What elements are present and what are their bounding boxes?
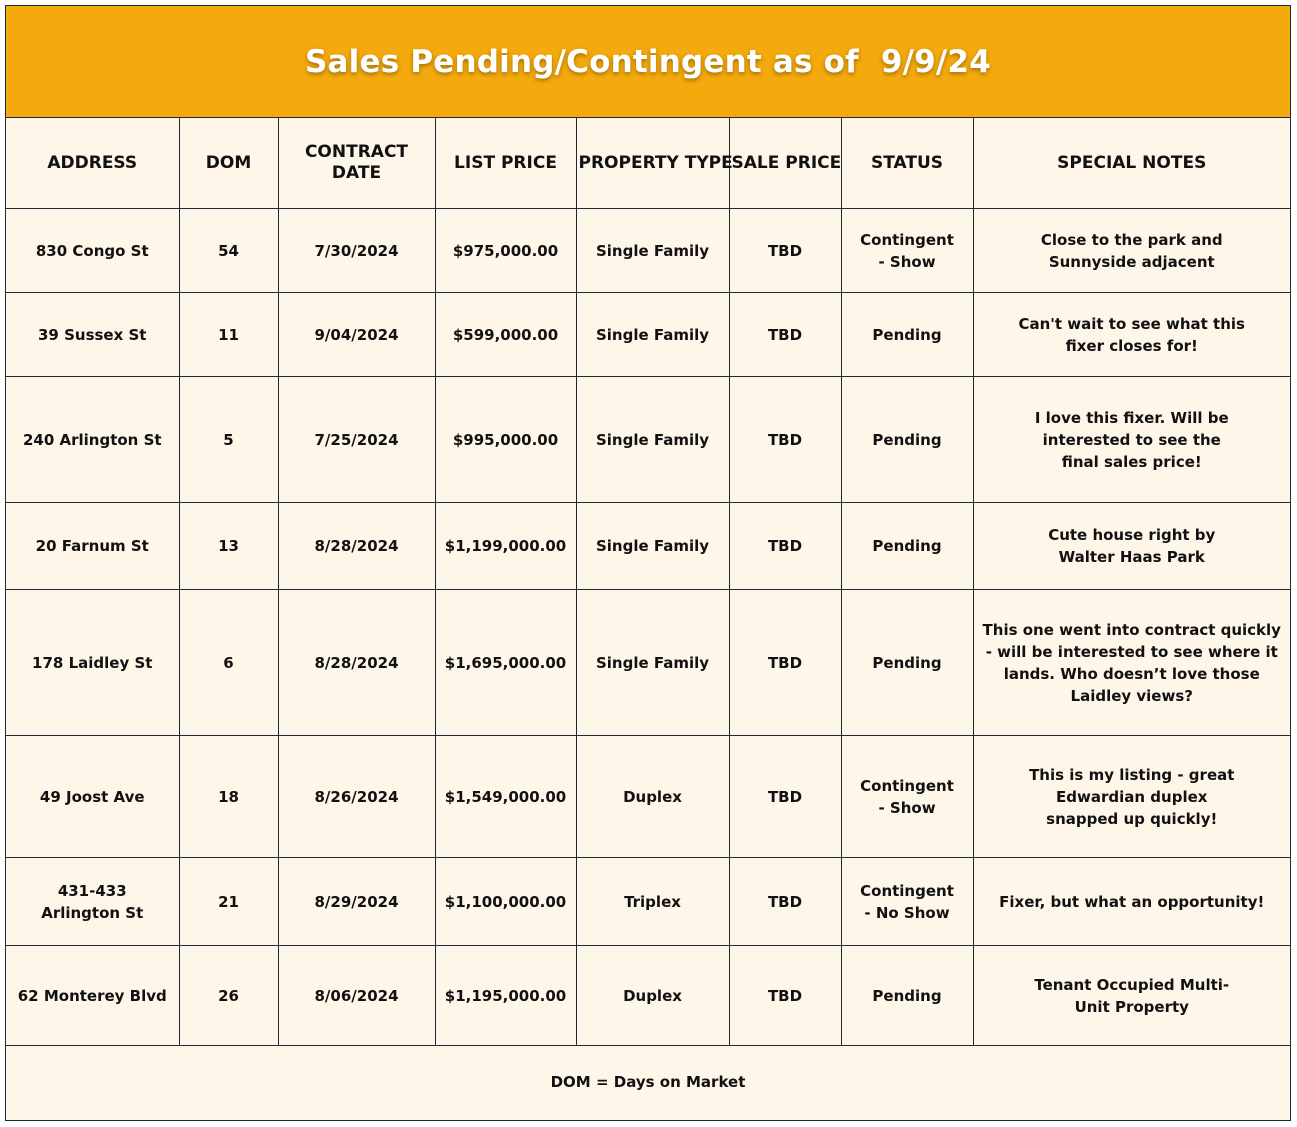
cell-property-type: Triplex — [576, 858, 729, 946]
cell-contract-date: 7/25/2024 — [278, 377, 435, 503]
status-text: Pending — [872, 537, 942, 555]
cell-status — [841, 858, 973, 946]
cell-sale-price: TBD — [729, 946, 841, 1046]
cell-special-notes — [973, 590, 1290, 736]
cell-special-notes — [973, 293, 1290, 377]
cell-dom: 5 — [179, 377, 278, 503]
cell-sale-price: TBD — [729, 736, 841, 858]
cell-property-type: Single Family — [576, 590, 729, 736]
status-text: Contingent - Show — [860, 230, 954, 271]
status-text: Pending — [872, 653, 942, 672]
column-header-contract-date — [278, 118, 435, 209]
address-text: 431-433 Arlington St — [41, 881, 144, 922]
column-header-special-notes: SPECIAL NOTES — [973, 118, 1290, 209]
status-text: Pending — [872, 325, 942, 344]
cell-sale-price: TBD — [729, 858, 841, 946]
cell-status — [841, 946, 973, 1046]
notes-text: Fixer, but what an opportunity! — [999, 892, 1265, 911]
cell-sale-price: TBD — [729, 590, 841, 736]
cell-status — [841, 503, 973, 590]
status-text: Contingent - No Show — [860, 881, 954, 922]
notes-text: Tenant Occupied Multi-Unit Property — [1034, 975, 1230, 1016]
cell-special-notes — [973, 858, 1290, 946]
cell-dom: 54 — [179, 209, 278, 293]
cell-list-price: $1,549,000.00 — [435, 736, 576, 858]
cell-sale-price: TBD — [729, 209, 841, 293]
status-text: Contingent - Show — [860, 776, 954, 817]
title-banner — [6, 6, 1290, 118]
cell-address: 39 Sussex St — [6, 293, 179, 377]
table-header-row — [6, 118, 1290, 209]
cell-contract-date: 8/28/2024 — [278, 590, 435, 736]
cell-list-price: $975,000.00 — [435, 209, 576, 293]
cell-dom: 6 — [179, 590, 278, 736]
cell-sale-price: TBD — [729, 377, 841, 503]
cell-special-notes — [973, 209, 1290, 293]
cell-list-price: $599,000.00 — [435, 293, 576, 377]
column-header-dom: DOM — [179, 118, 278, 209]
footer-note: DOM = Days on Market — [550, 1073, 746, 1091]
cell-special-notes — [973, 503, 1290, 590]
cell-dom: 21 — [179, 858, 278, 946]
page-title: Sales Pending/Contingent as of 9/9/24 — [305, 43, 991, 80]
cell-status — [841, 377, 973, 503]
cell-property-type: Single Family — [576, 209, 729, 293]
table-row — [6, 503, 1290, 590]
cell-property-type: Duplex — [576, 736, 729, 858]
table-row — [6, 293, 1290, 377]
notes-text: This is my listing - great Edwardian duplex snapped up quickly! — [1029, 765, 1235, 828]
cell-contract-date: 8/26/2024 — [278, 736, 435, 858]
notes-text: This one went into contract quickly - will be interested to see where it lands. Who doesn’t love those Laidley views? — [982, 620, 1281, 705]
table-row — [6, 590, 1290, 736]
status-text: Pending — [872, 986, 942, 1005]
cell-contract-date: 9/04/2024 — [278, 293, 435, 377]
cell-dom: 13 — [179, 503, 278, 590]
notes-text: I love this fixer. Will be interested to see the final sales price! — [1034, 408, 1229, 471]
cell-address: 178 Laidley St — [6, 590, 179, 736]
cell-property-type: Single Family — [576, 503, 729, 590]
table-row — [6, 946, 1290, 1046]
cell-list-price: $1,100,000.00 — [435, 858, 576, 946]
column-header-contract-date-label: CONTRACT DATE — [304, 142, 409, 183]
pending-sales-sheet — [5, 5, 1291, 1121]
cell-special-notes — [973, 377, 1290, 503]
cell-property-type: Single Family — [576, 293, 729, 377]
cell-special-notes — [973, 946, 1290, 1046]
table-row — [6, 858, 1290, 946]
cell-sale-price: TBD — [729, 503, 841, 590]
column-header-status: STATUS — [841, 118, 973, 209]
cell-property-type: Single Family — [576, 377, 729, 503]
cell-status — [841, 293, 973, 377]
cell-special-notes — [973, 736, 1290, 858]
table-row — [6, 377, 1290, 503]
cell-dom: 26 — [179, 946, 278, 1046]
cell-address: 240 Arlington St — [6, 377, 179, 503]
cell-property-type: Duplex — [576, 946, 729, 1046]
column-header-address: ADDRESS — [6, 118, 179, 209]
table-row — [6, 736, 1290, 858]
notes-text: Cute house right by Walter Haas Park — [1048, 526, 1216, 566]
cell-contract-date: 7/30/2024 — [278, 209, 435, 293]
cell-contract-date: 8/28/2024 — [278, 503, 435, 590]
cell-list-price: $1,195,000.00 — [435, 946, 576, 1046]
cell-list-price: $995,000.00 — [435, 377, 576, 503]
cell-status — [841, 736, 973, 858]
cell-dom: 18 — [179, 736, 278, 858]
sales-table — [6, 118, 1290, 1046]
column-header-sale-price: SALE PRICE — [729, 118, 841, 209]
table-row — [6, 209, 1290, 293]
cell-contract-date: 8/06/2024 — [278, 946, 435, 1046]
cell-list-price: $1,199,000.00 — [435, 503, 576, 590]
cell-sale-price: TBD — [729, 293, 841, 377]
cell-status — [841, 590, 973, 736]
cell-address: 62 Monterey Blvd — [6, 946, 179, 1046]
cell-address — [6, 858, 179, 946]
cell-contract-date: 8/29/2024 — [278, 858, 435, 946]
status-text: Pending — [872, 430, 942, 449]
cell-status — [841, 209, 973, 293]
notes-text: Close to the park and Sunnyside adjacent — [1040, 230, 1223, 271]
cell-address: 830 Congo St — [6, 209, 179, 293]
cell-address: 20 Farnum St — [6, 503, 179, 590]
cell-list-price: $1,695,000.00 — [435, 590, 576, 736]
table-footer — [6, 1046, 1290, 1118]
column-header-list-price: LIST PRICE — [435, 118, 576, 209]
column-header-property-type: PROPERTY TYPE — [576, 118, 729, 209]
cell-address: 49 Joost Ave — [6, 736, 179, 858]
notes-text: Can't wait to see what this fixer closes for! — [1018, 314, 1245, 355]
cell-dom: 11 — [179, 293, 278, 377]
